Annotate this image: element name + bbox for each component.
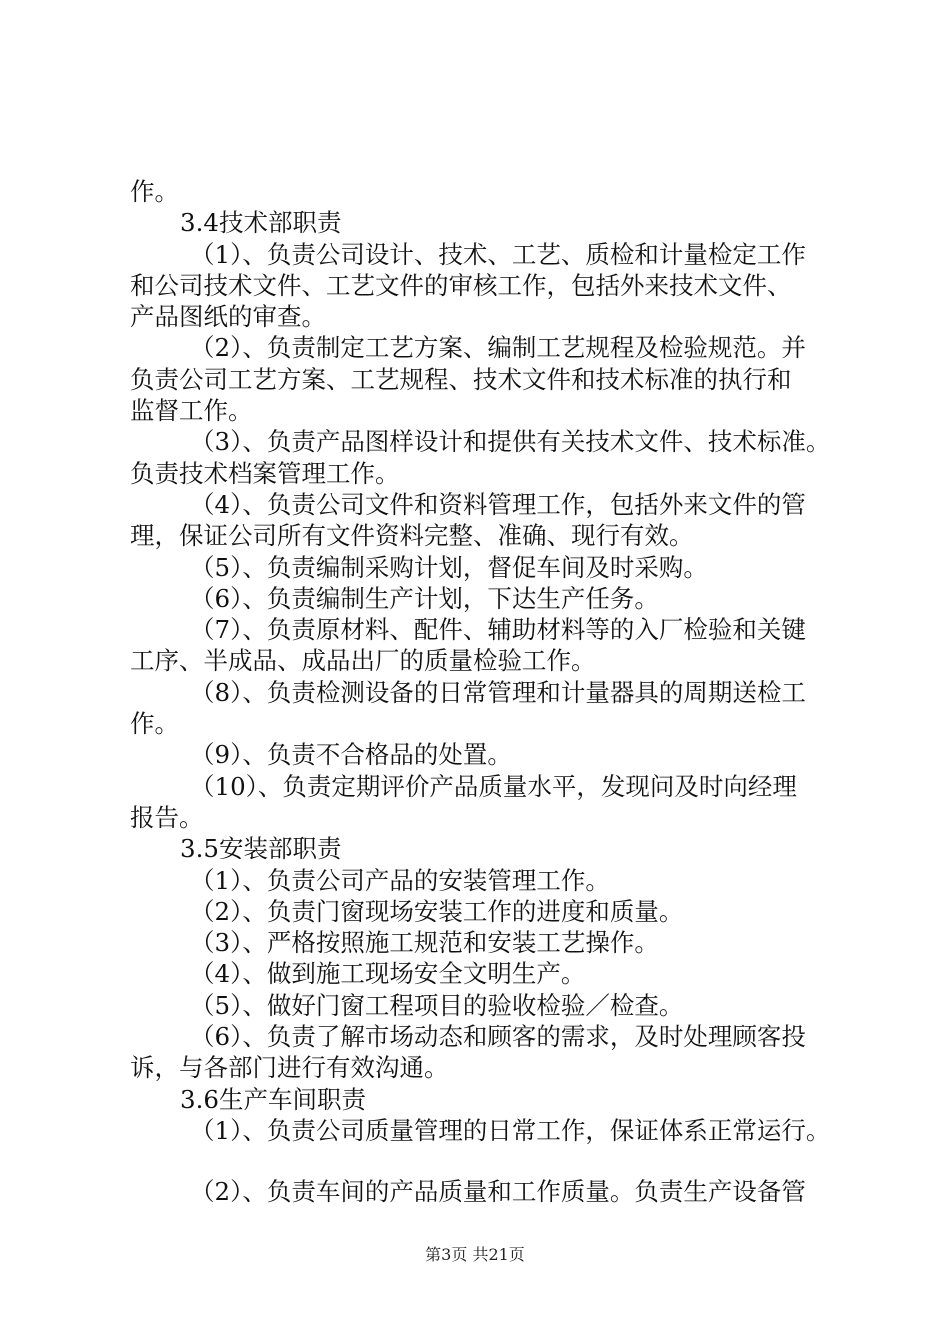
text-line: （9）、负责不合格品的处置。 [190, 740, 512, 770]
text-line: （6）、负责编制生产计划，下达生产任务。 [190, 583, 659, 613]
text-line: 理，保证公司所有文件资料完整、准确、现行有效。 [130, 521, 694, 551]
text-line: 3.4技术部职责 [180, 208, 342, 238]
text-line: （2）、负责门窗现场安装工作的进度和质量。 [190, 896, 684, 926]
text-line: 负责公司工艺方案、工艺规程、技术文件和技术标准的执行和 [130, 364, 792, 394]
text-line: 监督工作。 [130, 396, 253, 426]
text-line: （1）、负责公司设计、技术、工艺、质检和计量检定工作 [190, 239, 806, 269]
text-line: 诉，与各部门进行有效沟通。 [130, 1053, 449, 1083]
text-line: （4）、负责公司文件和资料管理工作，包括外来文件的管 [190, 489, 806, 519]
text-line: 作。 [130, 177, 179, 206]
text-line: 工序、半成品、成品出厂的质量检验工作。 [130, 646, 596, 676]
text-line: 报告。 [130, 802, 204, 832]
text-line: （2）、负责制定工艺方案、编制工艺规程及检验规范。并 [190, 333, 806, 363]
text-line: （5）、做好门窗工程项目的验收检验／检查。 [190, 990, 684, 1020]
text-line: （3）、负责产品图样设计和提供有关技术文件、技术标准。 [190, 427, 831, 457]
text-line: 负责技术档案管理工作。 [130, 458, 400, 488]
page-footer: 第3页 共21页 [425, 1245, 525, 1264]
text-line: （6）、负责了解市场动态和顾客的需求，及时处理顾客投 [190, 1022, 806, 1052]
text-line: （3）、严格按照施工规范和安装工艺操作。 [190, 928, 659, 958]
text-line: 和公司技术文件、工艺文件的审核工作，包括外来技术文件、 [130, 270, 792, 300]
text-line: （8）、负责检测设备的日常管理和计量器具的周期送检工 [190, 677, 806, 707]
text-line: （2）、负责车间的产品质量和工作质量。负责生产设备管 [190, 1177, 806, 1207]
text-line: 作。 [130, 709, 179, 739]
text-line: （5）、负责编制采购计划，督促车间及时采购。 [190, 552, 708, 582]
text-line: （10）、负责定期评价产品质量水平，发现问及时向经理 [190, 771, 797, 801]
text-line: 产品图纸的审查。 [130, 302, 326, 332]
text-line: （1）、负责公司质量管理的日常工作，保证体系正常运行。 [190, 1115, 831, 1145]
text-line: （4）、做到施工现场安全文明生产。 [190, 959, 586, 989]
document-body [130, 176, 850, 1208]
blank-line [130, 1146, 850, 1176]
text-line: 3.6生产车间职责 [180, 1084, 366, 1114]
text-line: （7）、负责原材料、配件、辅助材料等的入厂检验和关键 [190, 615, 806, 645]
text-line: （1）、负责公司产品的安装管理工作。 [190, 865, 610, 895]
text-line: 3.5安装部职责 [180, 834, 342, 864]
